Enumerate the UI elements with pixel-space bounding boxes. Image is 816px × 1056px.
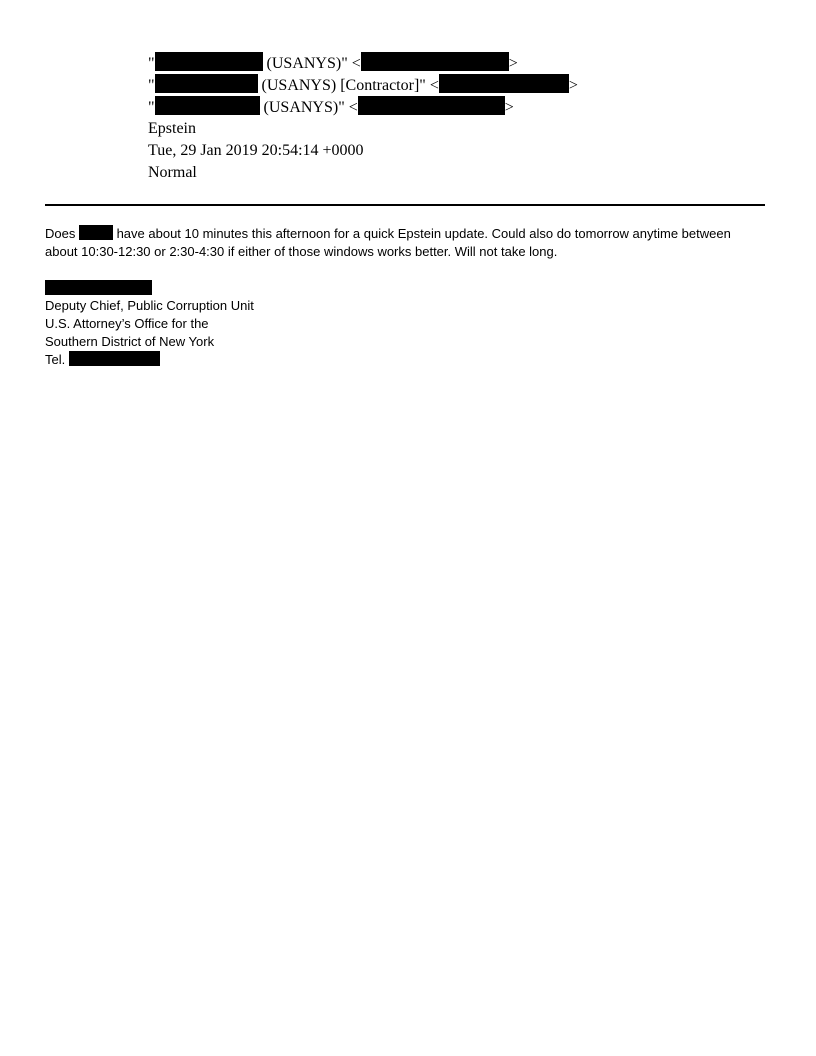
to-value [148,74,578,97]
redaction-bar [361,52,509,71]
cc-affiliation: (USANYS)" < [259,99,358,116]
message-line-1-start: Does [45,226,79,241]
redaction-bar [155,52,263,71]
subject-value: Epstein [148,120,196,137]
signature-district: Southern District of New York [45,334,215,349]
redaction-bar [79,225,113,240]
redaction-bar [358,96,505,115]
redaction-bar [45,280,152,295]
date-value: Tue, 29 Jan 2019 20:54:14 +0000 [148,142,364,159]
cc-close: > [504,99,514,116]
message-line-1 [45,225,731,243]
phone-label: Tel. [45,352,69,367]
redaction-bar [155,74,258,93]
signature-office: U.S. Attorney’s Office for the [45,316,209,331]
redaction-bar [439,74,569,93]
importance-value: Normal [148,164,197,181]
signature-phone [45,351,160,369]
to-close: > [568,77,578,94]
cc-value [148,96,514,119]
to-affiliation: (USANYS) [Contractor]" < [257,77,439,94]
redaction-bar [69,351,160,366]
signature-title: Deputy Chief, Public Corruption Unit [45,298,254,313]
signature-name [45,280,152,298]
header-divider [45,204,765,206]
cc-open-quote: " [148,99,155,116]
from-close: > [508,55,518,72]
message-line-2: about 10:30-12:30 or 2:30-4:30 if either of those windows works better. Will not take long. [45,244,558,259]
from-open-quote: " [148,55,155,72]
to-open-quote: " [148,77,155,94]
redaction-bar [155,96,260,115]
from-value [148,52,518,75]
message-line-1-end: have about 10 minutes this afternoon for a quick Epstein update. Could also do tomorrow anytime between [112,226,731,241]
from-affiliation: (USANYS)" < [262,55,361,72]
